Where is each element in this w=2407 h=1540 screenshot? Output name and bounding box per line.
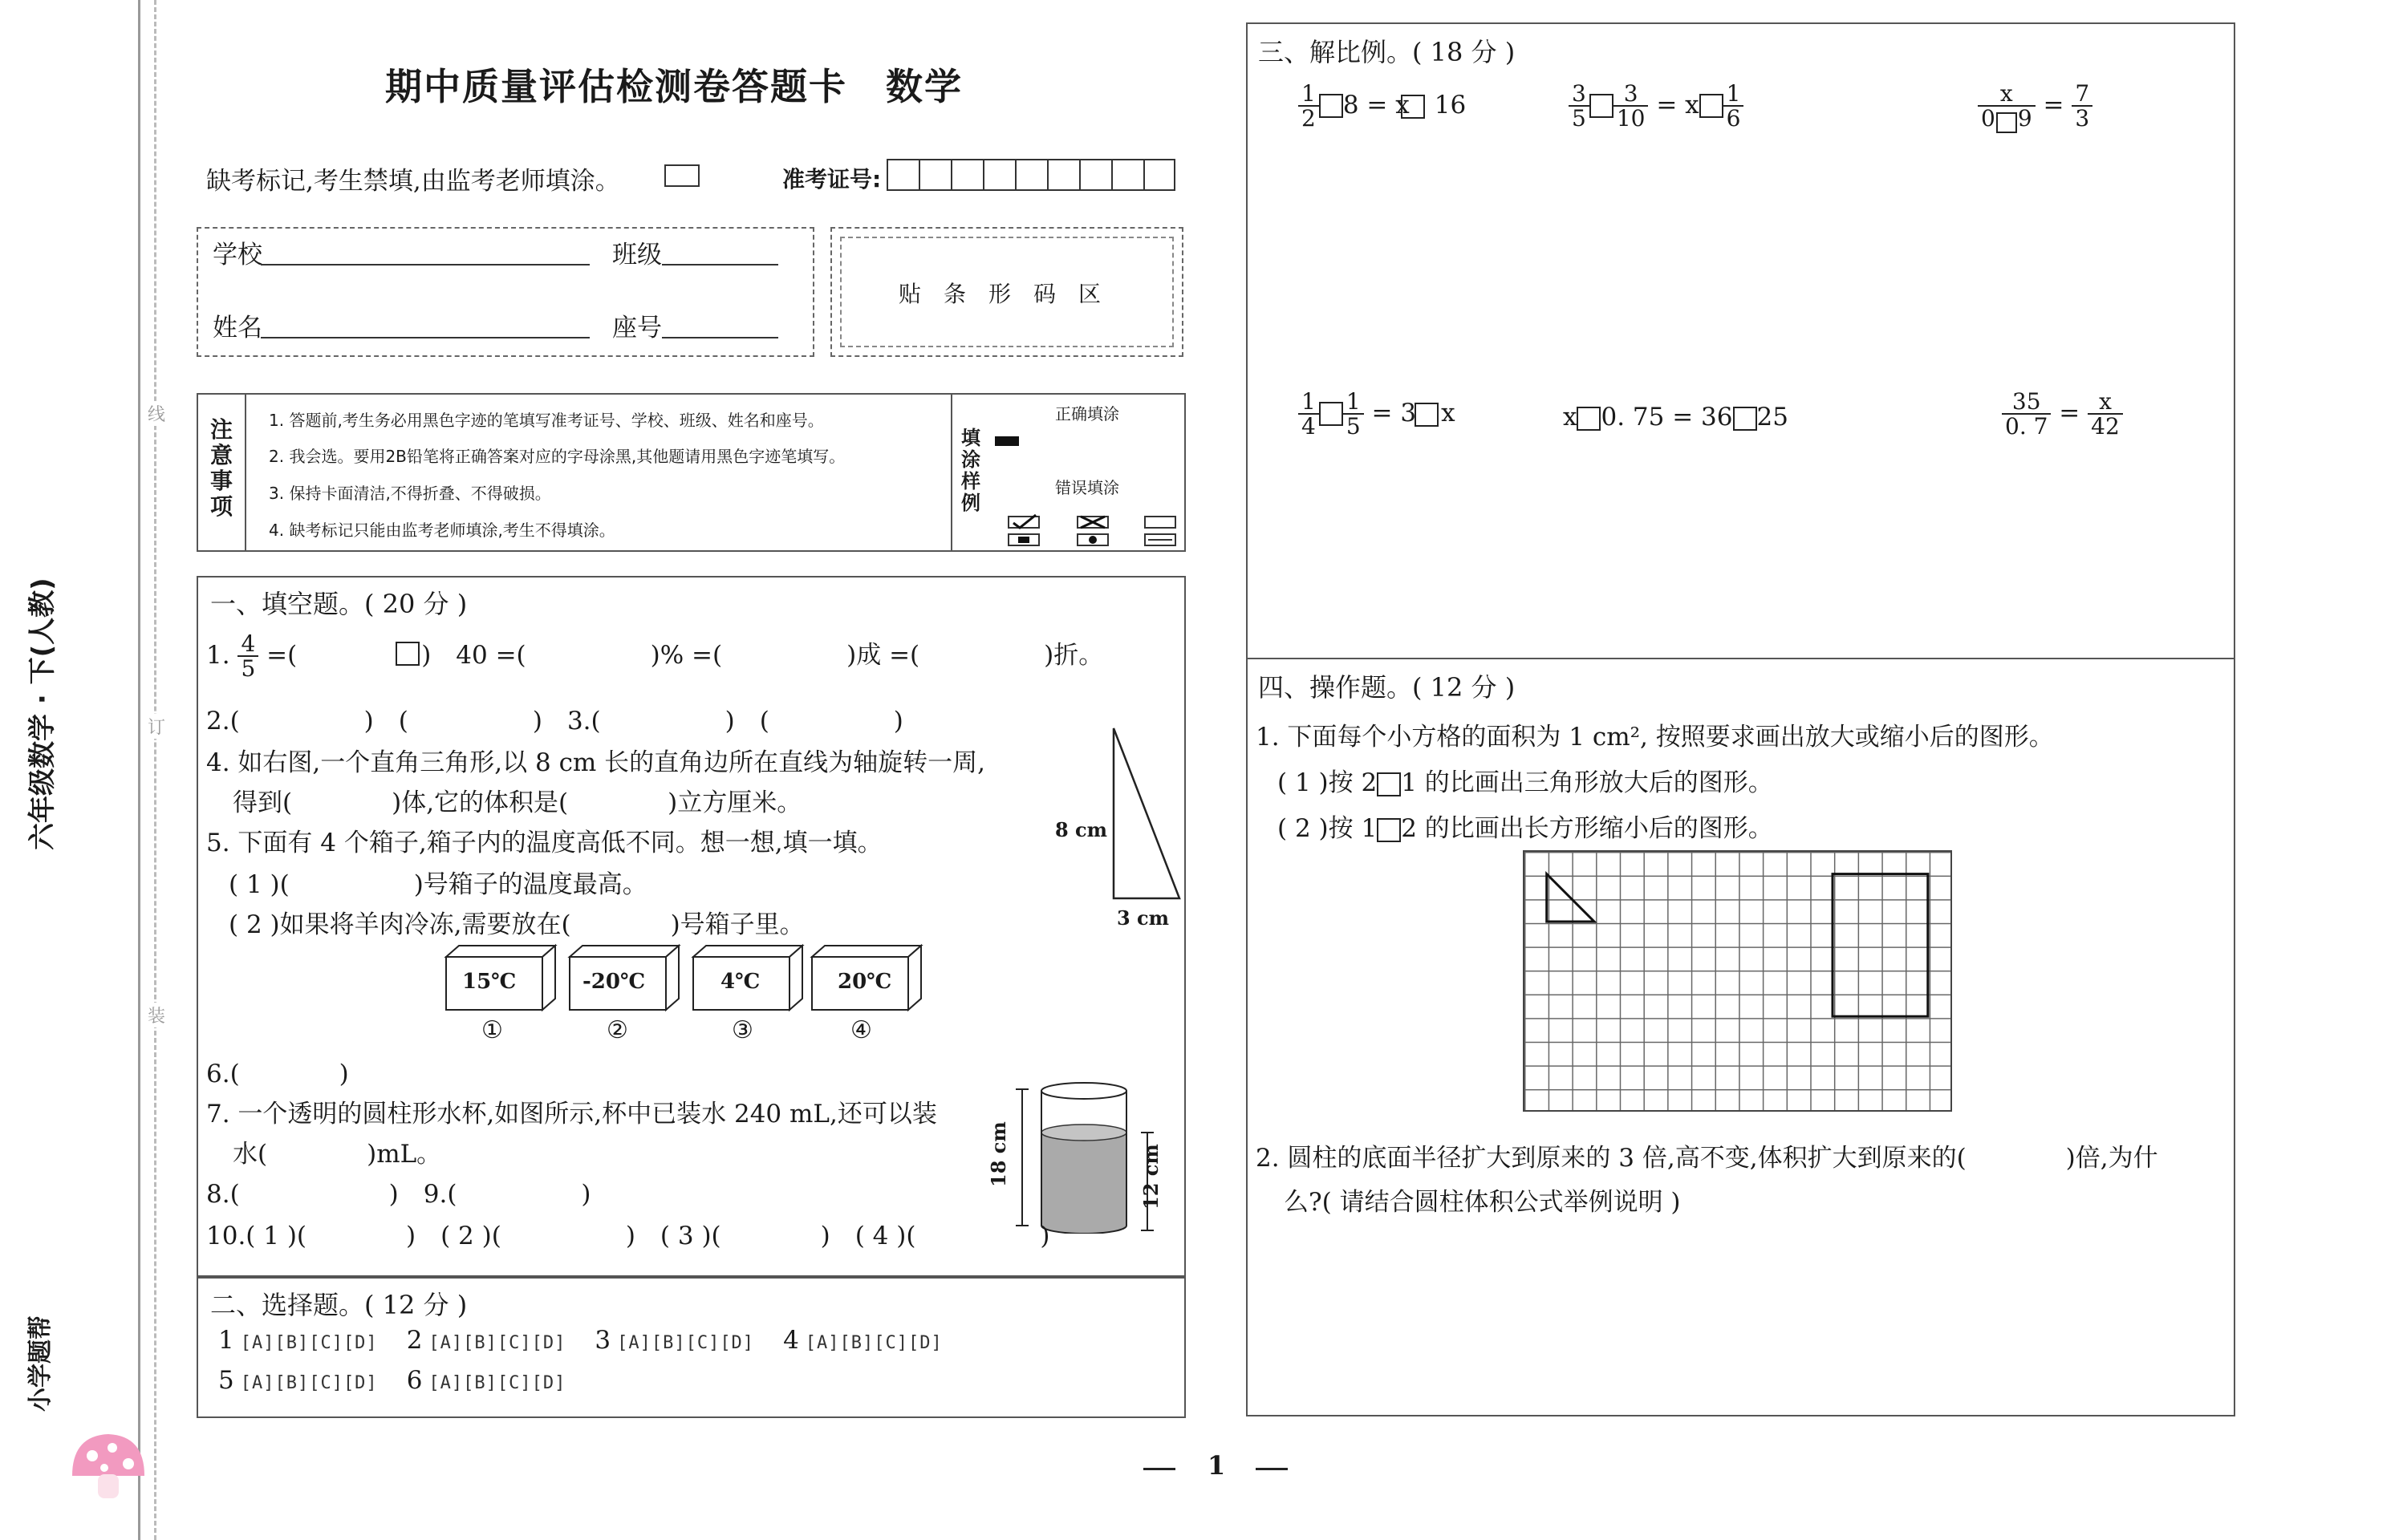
binding-mark-zhuang: 装	[148, 1003, 165, 1027]
proportion-1: $\frac{1}{2}$ 8 = x 16	[1298, 82, 1466, 131]
proportion-4: $\frac{1}{4}$ $\frac{1}{5}$ = 3 x	[1298, 390, 1455, 439]
temp-box-4-num: ④	[850, 1016, 872, 1044]
binding-line-outer	[138, 0, 140, 1540]
q5-sub1: ( 1 )( )号箱子的温度最高。	[229, 870, 647, 899]
q2-q3-line: 2.( ) ( ) 3.( ) ( )	[206, 707, 903, 736]
choice-row-2	[218, 1366, 595, 1395]
absent-mark-box[interactable]	[664, 164, 700, 187]
ratio-square	[1319, 402, 1343, 426]
op-q1-line: 1. 下面每个小方格的面积为 1 cm², 按照要求画出放大或缩小后的图形。	[1256, 723, 2054, 752]
q4-line2: 得到( )体,它的体积是( )立方厘米。	[233, 788, 802, 817]
absent-mark-text: 缺考标记,考生禁填,由监考老师填涂。	[206, 167, 620, 196]
temp-box-3-num: ③	[732, 1016, 753, 1044]
name-field[interactable]	[261, 310, 590, 338]
barcode-label: 贴 条 形 码 区	[899, 281, 1102, 307]
proportion-5: x 0. 75 = 36 25	[1563, 403, 1788, 432]
footer-dash-right	[1256, 1468, 1288, 1470]
proportion-3: $\frac{x}{0 9}$ = $\frac{7}{3}$	[1978, 82, 2092, 131]
ratio-square	[1699, 94, 1723, 118]
q1-ratio-square	[396, 642, 420, 666]
proportion-2: $\frac{3}{5}$ $\frac{3}{10}$ = x $\frac{1}{6}$	[1569, 82, 1743, 131]
q1-prefix: 1.	[206, 640, 230, 670]
p3-ratio-square	[1996, 112, 2017, 133]
correct-sample-mark	[995, 436, 1019, 446]
section2-title: 二、选择题。( 12 分 )	[210, 1290, 468, 1320]
section4-title: 四、操作题。( 12 分 )	[1258, 672, 1516, 703]
q4-line1: 4. 如右图,一个直角三角形,以 8 cm 长的直角边所在直线为轴旋转一周,	[206, 748, 986, 777]
footer-dash-left	[1143, 1468, 1175, 1470]
q1-line	[206, 632, 1103, 681]
triangle-base-label: 3 cm	[1117, 906, 1170, 930]
temp-box-3	[690, 942, 806, 1044]
name-label: 姓名	[213, 314, 262, 342]
temp-box-4-temp: 20℃	[838, 970, 892, 994]
q8-q9-line: 8.( ) 9.( )	[206, 1180, 591, 1209]
choice-2[interactable]: 2 [A][B][C][D]	[406, 1326, 566, 1355]
mushroom-logo-icon	[64, 1420, 152, 1508]
notice-item-4: 4. 缺考标记只能由监考老师填涂,考生不得填涂。	[269, 521, 615, 540]
seat-field[interactable]	[662, 310, 778, 338]
temp-box-4	[809, 942, 925, 1044]
ratio-square	[1577, 407, 1601, 431]
q5-sub2: ( 2 )如果将羊肉冷冻,需要放在( )号箱子里。	[229, 910, 805, 939]
class-label: 班级	[612, 241, 662, 270]
class-field[interactable]	[662, 237, 778, 265]
ratio-square	[1377, 772, 1401, 796]
temp-box-2-temp: -20℃	[582, 970, 646, 994]
q5-line1: 5. 下面有 4 个箱子,箱子内的温度高低不同。想一想,填一填。	[206, 829, 883, 857]
temp-box-1	[443, 942, 559, 1044]
binding-mark-ding: 订	[148, 714, 165, 739]
choice-3[interactable]: 3 [A][B][C][D]	[595, 1326, 755, 1355]
op-q1-sub2: ( 2 )按 1 2 的比画出长方形缩小后的图形。	[1277, 814, 1773, 843]
triangle-height-label: 8 cm	[1055, 818, 1108, 841]
temp-box-3-temp: 4℃	[720, 970, 761, 994]
choice-1[interactable]: 1 [A][B][C][D]	[218, 1326, 378, 1355]
q1-tail: =( ) 40 =( )% =( )成 =( )折。	[266, 640, 1104, 670]
sample-label: 填涂样例	[961, 427, 980, 514]
cup-height-label: 18 cm	[987, 1121, 1010, 1187]
op-q2-line2: 么?( 请结合圆柱体积公式举例说明 )	[1284, 1188, 1681, 1217]
binding-line-dashed	[154, 0, 156, 1540]
page-number: 1	[1208, 1450, 1226, 1481]
notice-item-1: 1. 答题前,考生务必用黑色字迹的笔填写准考证号、学校、班级、姓名和座号。	[269, 411, 824, 430]
op-q1-sub1: ( 1 )按 2 1 的比画出三角形放大后的图形。	[1277, 768, 1773, 797]
ratio-square	[1319, 94, 1343, 118]
q7-line2: 水( )mL。	[233, 1140, 442, 1169]
water-height-label: 12 cm	[1139, 1144, 1163, 1210]
temp-box-2	[566, 942, 683, 1044]
seat-label: 座号	[612, 314, 662, 342]
choice-4[interactable]: 4 [A][B][C][D]	[783, 1326, 943, 1355]
section3-title: 三、解比例。( 18 分 )	[1258, 37, 1516, 67]
temp-box-1-temp: 15℃	[462, 970, 517, 994]
wrong-sample-marks-icon	[1007, 513, 1179, 549]
choice-5[interactable]: 5 [A][B][C][D]	[218, 1366, 378, 1395]
wrong-label: 错误填涂	[1055, 478, 1119, 497]
choice-row-1	[218, 1326, 972, 1355]
p4-ratio-square-2	[1415, 403, 1439, 427]
temp-box-1-num: ①	[481, 1016, 503, 1044]
exam-id-boxes[interactable]	[887, 159, 1175, 191]
choice-6[interactable]: 6 [A][B][C][D]	[406, 1366, 566, 1395]
temp-box-2-num: ②	[607, 1016, 628, 1044]
notice-divider-2	[951, 393, 952, 552]
p1-ratio-square-2	[1401, 95, 1425, 119]
notice-label: 注意事项	[210, 416, 233, 520]
ratio-square	[1377, 818, 1401, 842]
q10-line: 10.( 1 )( ) ( 2 )( ) ( 3 )( ) ( 4 )( )	[206, 1222, 1050, 1250]
exam-id-label: 准考证号:	[782, 166, 882, 192]
grid-triangle-shape	[1523, 850, 1952, 1112]
q1-frac-num: 4	[237, 632, 258, 657]
q7-line1: 7. 一个透明的圆柱形水杯,如图所示,杯中已装水 240 mL,还可以装	[206, 1100, 937, 1129]
school-field[interactable]	[261, 237, 590, 265]
page-title: 期中质量评估检测卷答题卡 数学	[385, 65, 963, 108]
correct-label: 正确填涂	[1055, 404, 1119, 424]
right-triangle-figure	[1111, 726, 1183, 902]
binding-mark-xian: 线	[148, 401, 165, 426]
proportion-6: $\frac{35}{0. 7}$ = $\frac{x}{42}$	[2002, 390, 2123, 439]
op-q2-line1: 2. 圆柱的底面半径扩大到原来的 3 倍,高不变,体积扩大到原来的( )倍,为什	[1256, 1144, 2158, 1173]
notice-divider-1	[245, 393, 246, 552]
notice-item-3: 3. 保持卡面清洁,不得折叠、不得破损。	[269, 484, 551, 503]
brand-label: 小学题帮	[26, 1315, 55, 1412]
ratio-square	[1733, 407, 1757, 431]
school-label: 学校	[213, 241, 262, 270]
section1-title: 一、填空题。( 20 分 )	[210, 589, 468, 619]
q6-line: 6.( )	[206, 1060, 349, 1088]
notice-item-2: 2. 我会选。要用2B铅笔将正确答案对应的字母涂黑,其他题请用黑色字迹笔填写。	[269, 447, 846, 466]
ratio-square	[1589, 94, 1613, 118]
grade-label: 六年级数学 · 下(人教)	[26, 578, 59, 850]
q1-fraction	[237, 632, 258, 681]
q1-frac-den: 5	[241, 655, 256, 683]
